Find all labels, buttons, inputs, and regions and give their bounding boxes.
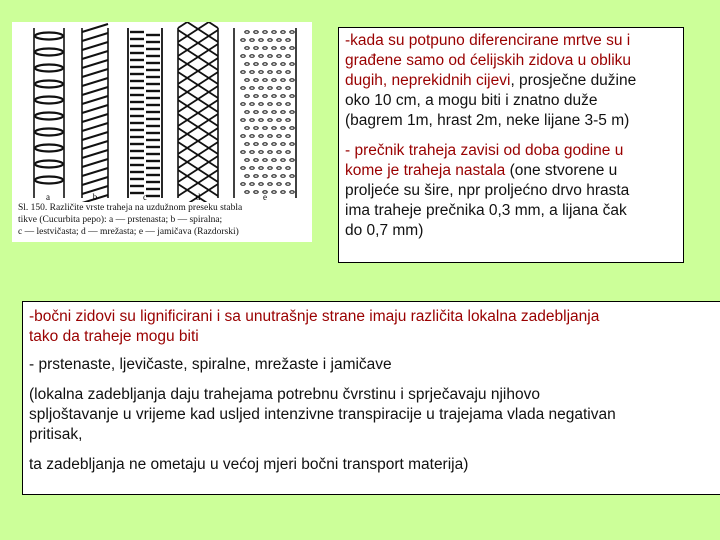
wall-thickening [263, 111, 267, 114]
wall-thickening [281, 127, 285, 130]
caption-line: tikve (Cucurbita pepo): a — prstenasta; b — spiralna; [18, 215, 223, 225]
wall-thickening [82, 78, 108, 86]
wall-thickening [277, 39, 281, 42]
wall-thickening [259, 119, 263, 122]
wall-thickening [245, 47, 249, 50]
wall-thickening [268, 135, 272, 138]
wall-thickening [290, 127, 294, 130]
wall-thickening [245, 127, 249, 130]
wall-thickening [290, 111, 294, 114]
wall-thickening [35, 33, 63, 40]
wall-thickening [82, 69, 108, 77]
wall-thickening [277, 87, 281, 90]
wall-thickening [82, 114, 108, 122]
wall-thickening [82, 24, 108, 32]
wall-thickening [272, 143, 276, 146]
wall-thickening [259, 39, 263, 42]
wall-thickening [254, 79, 258, 82]
paragraph-structure [345, 31, 677, 131]
wall-thickening [277, 55, 281, 58]
wall-thickening [250, 183, 254, 186]
trachea-figure [12, 22, 312, 242]
wall-thickening [241, 119, 245, 122]
wall-thickening [82, 132, 108, 140]
text-segment: , prosječne dužine [510, 72, 637, 89]
wall-thickening [263, 127, 267, 130]
wall-thickening [286, 135, 290, 138]
wall-thickening [277, 71, 281, 74]
wall-thickening [250, 87, 254, 90]
wall-thickening [272, 127, 276, 130]
text-line: proljeće su šire, npr proljećno drvo hrasta [345, 182, 630, 199]
wall-thickening [35, 113, 63, 120]
wall-thickening [272, 159, 276, 162]
wall-thickening [272, 111, 276, 114]
wall-thickening [281, 143, 285, 146]
text-line: - prstenaste, ljevičaste, spiralne, mrežaste i jamičave [29, 356, 392, 373]
wall-thickening [263, 47, 267, 50]
wall-thickening [268, 55, 272, 58]
wall-thickening [250, 119, 254, 122]
wall-thickening [268, 151, 272, 154]
wall-thickening [245, 175, 249, 178]
wall-thickening [259, 183, 263, 186]
wall-thickening [259, 151, 263, 154]
wall-thickening [259, 167, 263, 170]
wall-thickening [82, 60, 108, 68]
wall-thickening [268, 39, 272, 42]
wall-thickening [263, 175, 267, 178]
right-text-box [338, 27, 684, 263]
wall-thickening [259, 135, 263, 138]
wall-thickening [268, 119, 272, 122]
text-line: ta zadebljanja ne ometaju u većoj mjeri bočni transport materija) [29, 456, 469, 473]
text-line: pritisak, [29, 426, 83, 443]
wall-thickening [286, 119, 290, 122]
text-line: oko 10 cm, a mogu biti i znatno duže [345, 92, 598, 109]
wall-thickening [277, 119, 281, 122]
label-b: b [92, 192, 98, 202]
wall-thickening [241, 183, 245, 186]
wall-thickening [254, 127, 258, 130]
wall-thickening [254, 191, 258, 194]
caption-line: c — lestvičasta; d — mrežasta; e — jamičava (Razdorski) [18, 227, 239, 237]
paragraph-thickenings [29, 385, 714, 445]
wall-thickening [286, 151, 290, 154]
wall-thickening [281, 191, 285, 194]
wall-thickening [254, 143, 258, 146]
text-line: -bočni zidovi su lignificirani i sa unutrašnje strane imaju različita lokalna zadebljanja [29, 308, 600, 325]
text-line: - prečnik traheja zavisi od doba godine u [345, 142, 624, 159]
wall-thickening [82, 42, 108, 50]
tube-reticulate [178, 22, 218, 202]
wall-thickening [272, 47, 276, 50]
wall-thickening [268, 103, 272, 106]
wall-thickening [254, 47, 258, 50]
paragraph-walls [29, 307, 714, 347]
wall-thickening [241, 55, 245, 58]
wall-thickening [281, 63, 285, 66]
wall-thickening [35, 49, 63, 56]
trachea-illustration [12, 22, 312, 202]
wall-thickening [272, 63, 276, 66]
wall-thickening [82, 168, 108, 176]
caption-line: Sl. 150. Različite vrste traheja na uzdužnom preseku stabla [18, 203, 243, 213]
tube-scalariform [128, 28, 162, 198]
wall-thickening [82, 141, 108, 149]
text-line: -kada su potpuno diferencirane mrtve su i [345, 32, 631, 49]
wall-thickening [241, 167, 245, 170]
wall-thickening [281, 175, 285, 178]
wall-thickening [245, 143, 249, 146]
wall-thickening [263, 79, 267, 82]
wall-thickening [263, 143, 267, 146]
wall-thickening [272, 175, 276, 178]
wall-thickening [250, 71, 254, 74]
wall-thickening [281, 31, 285, 34]
wall-thickening [254, 159, 258, 162]
text-line: (bagrem 1m, hrast 2m, neke lijane 3-5 m) [345, 112, 630, 129]
wall-thickening [277, 151, 281, 154]
wall-thickening [281, 95, 285, 98]
figure-caption [18, 202, 306, 238]
wall-thickening [290, 63, 294, 66]
wall-thickening [290, 175, 294, 178]
label-e: e [263, 192, 267, 202]
wall-thickening [82, 105, 108, 113]
wall-thickening [82, 177, 108, 185]
wall-thickening [277, 103, 281, 106]
wall-thickening [82, 96, 108, 104]
wall-thickening [277, 183, 281, 186]
label-d: d [195, 192, 201, 202]
wall-thickening [82, 51, 108, 59]
tube-annular [34, 28, 64, 198]
wall-thickening [259, 71, 263, 74]
wall-thickening [82, 33, 108, 41]
text-line: ima traheje prečnika 0,3 mm, a lijana čak [345, 202, 627, 219]
text-line: tako da traheje mogu biti [29, 328, 199, 345]
wall-thickening [259, 87, 263, 90]
wall-thickening [254, 31, 258, 34]
wall-thickening [245, 191, 249, 194]
wall-thickening [250, 55, 254, 58]
wall-thickening [241, 135, 245, 138]
wall-thickening [286, 167, 290, 170]
wall-thickening [35, 97, 63, 104]
wall-thickening [250, 151, 254, 154]
wall-thickening [277, 135, 281, 138]
wall-thickening [35, 177, 63, 184]
paragraph-types [29, 355, 714, 375]
wall-thickening [290, 47, 294, 50]
wall-thickening [82, 159, 108, 167]
wall-thickening [254, 111, 258, 114]
wall-thickening [290, 31, 294, 34]
bottom-text-box [22, 301, 720, 495]
wall-thickening [241, 87, 245, 90]
paragraph-diameter [345, 141, 677, 241]
wall-thickening [268, 87, 272, 90]
wall-thickening [245, 79, 249, 82]
wall-thickening [254, 63, 258, 66]
text-segment: (one stvorene u [505, 162, 618, 179]
wall-thickening [290, 143, 294, 146]
wall-thickening [245, 95, 249, 98]
wall-thickening [290, 191, 294, 194]
wall-thickening [286, 71, 290, 74]
label-c: c [143, 192, 147, 202]
wall-thickening [35, 81, 63, 88]
wall-thickening [281, 79, 285, 82]
wall-thickening [268, 167, 272, 170]
wall-thickening [281, 159, 285, 162]
wall-thickening [241, 39, 245, 42]
text-segment: dugih, neprekidnih cijevi [345, 72, 511, 89]
wall-thickening [272, 31, 276, 34]
label-a: a [46, 192, 50, 202]
paragraph-transport [29, 455, 714, 475]
text-line: (lokalna zadebljanja daju trahejama potrebnu čvrstinu i sprječavaju njihovo [29, 386, 540, 403]
text-line: do 0,7 mm) [345, 222, 424, 239]
wall-thickening [245, 159, 249, 162]
wall-thickening [272, 191, 276, 194]
wall-thickening [286, 55, 290, 58]
wall-thickening [259, 55, 263, 58]
wall-thickening [281, 47, 285, 50]
wall-thickening [272, 79, 276, 82]
wall-thickening [290, 95, 294, 98]
text-line: spljoštavanje u vrijeme kad usljed intenzivne transpiracije u trajejama vlada negativan [29, 406, 616, 423]
wall-thickening [286, 103, 290, 106]
wall-thickening [263, 159, 267, 162]
wall-thickening [245, 111, 249, 114]
tube-spiral [82, 24, 108, 202]
wall-thickening [263, 95, 267, 98]
wall-thickening [286, 183, 290, 186]
wall-thickening [35, 65, 63, 72]
wall-thickening [281, 111, 285, 114]
wall-thickening [35, 145, 63, 152]
wall-thickening [272, 95, 276, 98]
wall-thickening [250, 167, 254, 170]
wall-thickening [290, 159, 294, 162]
wall-thickening [290, 79, 294, 82]
wall-thickening [254, 95, 258, 98]
wall-thickening [263, 31, 267, 34]
wall-thickening [268, 183, 272, 186]
wall-thickening [241, 151, 245, 154]
wall-thickening [35, 129, 63, 136]
wall-thickening [35, 161, 63, 168]
wall-thickening [259, 103, 263, 106]
wall-thickening [286, 39, 290, 42]
wall-thickening [286, 87, 290, 90]
wall-thickening [277, 167, 281, 170]
wall-thickening [245, 31, 249, 34]
tube-pitted [234, 28, 296, 198]
wall-thickening [245, 63, 249, 66]
wall-thickening [250, 135, 254, 138]
wall-thickening [82, 150, 108, 158]
text-segment: kome je traheja nastala [345, 162, 506, 179]
wall-thickening [250, 39, 254, 42]
wall-thickening [82, 123, 108, 131]
wall-thickening [250, 103, 254, 106]
wall-thickening [82, 87, 108, 95]
wall-thickening [254, 175, 258, 178]
text-line: građene samo od ćelijskih zidova u obliku [345, 52, 632, 69]
wall-thickening [263, 63, 267, 66]
wall-thickening [241, 103, 245, 106]
wall-thickening [268, 71, 272, 74]
wall-thickening [241, 71, 245, 74]
